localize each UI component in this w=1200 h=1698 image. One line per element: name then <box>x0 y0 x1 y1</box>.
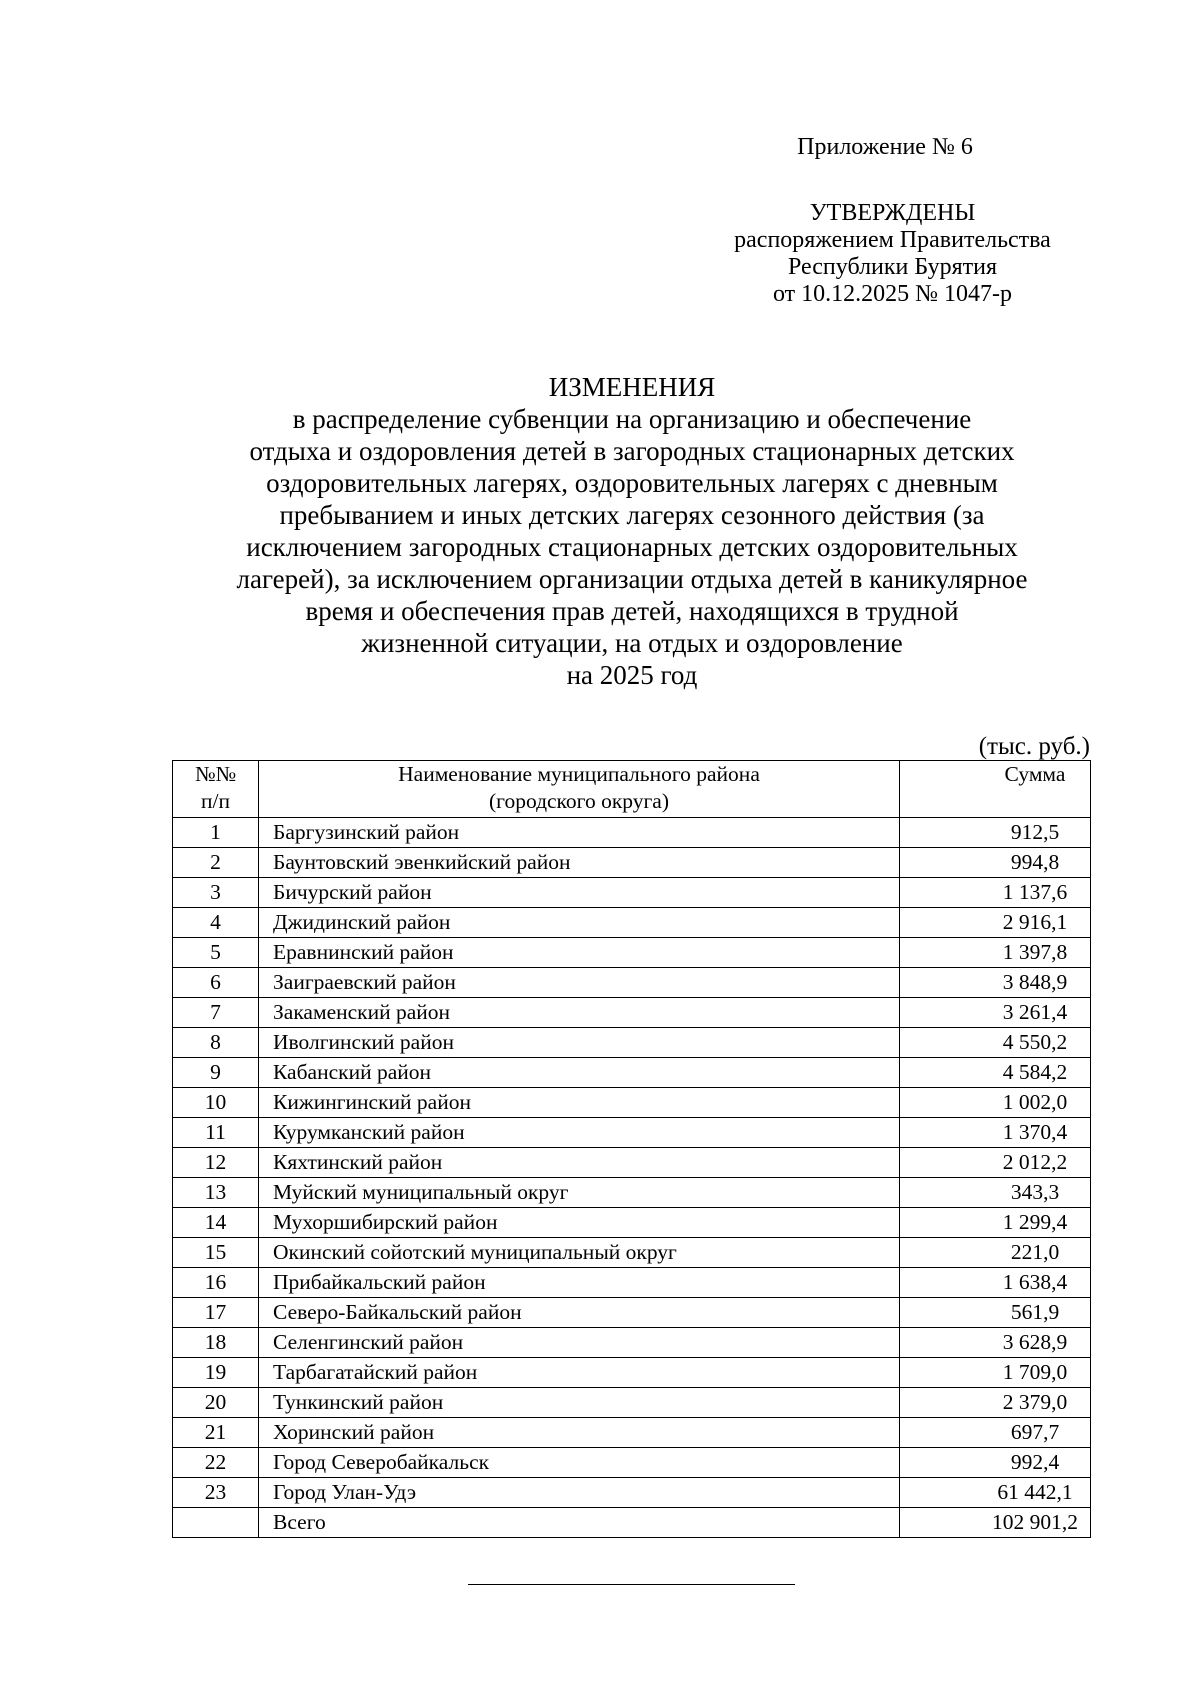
district-name: Всего <box>259 1508 900 1538</box>
district-name: Окинский сойотский муниципальный округ <box>259 1238 900 1268</box>
heading-line: лагерей), за исключением организации отдыха детей в каникулярное <box>236 564 1028 594</box>
table-row <box>173 818 1091 848</box>
row-amount: 3 261,4 <box>900 998 1091 1028</box>
row-amount: 221,0 <box>900 1238 1091 1268</box>
table-row <box>173 1418 1091 1448</box>
row-number: 12 <box>173 1148 259 1178</box>
document-title: ИЗМЕНЕНИЯ <box>548 372 716 402</box>
heading-line: пребыванием и иных детских лагерях сезонного действия (за <box>279 500 985 530</box>
table-row <box>173 1208 1091 1238</box>
approval-line: Республики Бурятия <box>788 254 997 280</box>
table-row <box>173 1028 1091 1058</box>
end-separator-line <box>468 1584 795 1585</box>
row-amount: 4 584,2 <box>900 1058 1091 1088</box>
district-name: Заиграевский район <box>259 968 900 998</box>
row-amount: 2 379,0 <box>900 1388 1091 1418</box>
district-name: Селенгинский район <box>259 1328 900 1358</box>
distribution-table <box>172 760 1091 1538</box>
appendix-number: Приложение № 6 <box>797 134 973 160</box>
table-row <box>173 848 1091 878</box>
district-name: Кижингинский район <box>259 1088 900 1118</box>
row-number: 20 <box>173 1388 259 1418</box>
document-heading <box>150 371 1114 691</box>
row-amount: 994,8 <box>900 848 1091 878</box>
row-number: 2 <box>173 848 259 878</box>
row-amount: 1 397,8 <box>900 938 1091 968</box>
row-number: 9 <box>173 1058 259 1088</box>
unit-label: (тыс. руб.) <box>978 733 1090 760</box>
row-amount: 1 370,4 <box>900 1118 1091 1148</box>
district-name: Северо-Байкальский район <box>259 1298 900 1328</box>
table-row <box>173 1178 1091 1208</box>
table-row <box>173 1268 1091 1298</box>
row-number: 4 <box>173 908 259 938</box>
row-number: 21 <box>173 1418 259 1448</box>
row-number: 13 <box>173 1178 259 1208</box>
row-number: 1 <box>173 818 259 848</box>
heading-line: жизненной ситуации, на отдых и оздоровление <box>361 628 903 658</box>
district-name: Тункинский район <box>259 1388 900 1418</box>
row-number: 18 <box>173 1328 259 1358</box>
header-name <box>259 761 900 818</box>
table-row <box>173 878 1091 908</box>
district-name: Город Улан-Удэ <box>259 1478 900 1508</box>
table-row <box>173 1328 1091 1358</box>
district-name: Баргузинский район <box>259 818 900 848</box>
header-amount-label: Сумма <box>1004 762 1066 786</box>
table-row <box>173 1298 1091 1328</box>
row-amount: 4 550,2 <box>900 1028 1091 1058</box>
table-row <box>173 908 1091 938</box>
row-amount: 1 002,0 <box>900 1088 1091 1118</box>
district-name: Город Северобайкальск <box>259 1448 900 1478</box>
row-number: 14 <box>173 1208 259 1238</box>
district-name: Муйский муниципальный округ <box>259 1178 900 1208</box>
approval-title: УТВЕРЖДЕНЫ <box>809 200 976 226</box>
district-name: Баунтовский эвенкийский район <box>259 848 900 878</box>
row-amount: 102 901,2 <box>900 1508 1091 1538</box>
district-name: Бичурский район <box>259 878 900 908</box>
district-name: Иволгинский район <box>259 1028 900 1058</box>
district-name: Хоринский район <box>259 1418 900 1448</box>
row-number: 10 <box>173 1088 259 1118</box>
row-number: 15 <box>173 1238 259 1268</box>
table-row <box>173 968 1091 998</box>
header-number <box>173 761 259 818</box>
header-name-line: (городского округа) <box>489 789 669 813</box>
district-name: Мухоршибирский район <box>259 1208 900 1238</box>
district-name: Еравнинский район <box>259 938 900 968</box>
row-amount: 561,9 <box>900 1298 1091 1328</box>
table-row <box>173 1448 1091 1478</box>
row-amount: 697,7 <box>900 1418 1091 1448</box>
table-header-row <box>173 761 1091 818</box>
table-row <box>173 1148 1091 1178</box>
header-number-line: п/п <box>201 789 230 813</box>
header-number-line: №№ <box>194 762 237 786</box>
table-row <box>173 998 1091 1028</box>
header-amount <box>900 761 1091 818</box>
row-amount: 1 709,0 <box>900 1358 1091 1388</box>
table-body <box>173 818 1091 1538</box>
row-amount: 992,4 <box>900 1448 1091 1478</box>
district-name: Прибайкальский район <box>259 1268 900 1298</box>
heading-line: исключением загородных стационарных детских оздоровительных <box>246 532 1018 562</box>
row-number: 22 <box>173 1448 259 1478</box>
approval-block <box>700 200 1085 308</box>
row-amount: 1 137,6 <box>900 878 1091 908</box>
district-name: Закаменский район <box>259 998 900 1028</box>
row-amount: 3 848,9 <box>900 968 1091 998</box>
row-number: 17 <box>173 1298 259 1328</box>
row-amount: 343,3 <box>900 1178 1091 1208</box>
row-number: 6 <box>173 968 259 998</box>
row-number: 23 <box>173 1478 259 1508</box>
row-amount: 2 916,1 <box>900 908 1091 938</box>
row-number: 11 <box>173 1118 259 1148</box>
row-amount: 1 638,4 <box>900 1268 1091 1298</box>
header-name-line: Наименование муниципального района <box>398 762 760 786</box>
row-amount: 1 299,4 <box>900 1208 1091 1238</box>
row-amount: 61 442,1 <box>900 1478 1091 1508</box>
district-name: Джидинский район <box>259 908 900 938</box>
row-number <box>173 1508 259 1538</box>
heading-line: время и обеспечения прав детей, находящихся в трудной <box>305 596 959 626</box>
table-row <box>173 1358 1091 1388</box>
district-name: Тарбагатайский район <box>259 1358 900 1388</box>
table-row <box>173 1118 1091 1148</box>
heading-line: на 2025 год <box>566 660 698 690</box>
table-row <box>173 1058 1091 1088</box>
row-number: 3 <box>173 878 259 908</box>
table-row <box>173 1238 1091 1268</box>
approval-line: от 10.12.2025 № 1047-р <box>772 281 1013 307</box>
row-number: 16 <box>173 1268 259 1298</box>
district-name: Курумканский район <box>259 1118 900 1148</box>
row-number: 19 <box>173 1358 259 1388</box>
table-row <box>173 938 1091 968</box>
table-row <box>173 1478 1091 1508</box>
district-name: Кабанский район <box>259 1058 900 1088</box>
approval-line: распоряжением Правительства <box>734 227 1051 253</box>
row-amount: 912,5 <box>900 818 1091 848</box>
heading-line: отдыха и оздоровления детей в загородных стационарных детских <box>249 436 1015 466</box>
row-number: 5 <box>173 938 259 968</box>
row-amount: 2 012,2 <box>900 1148 1091 1178</box>
heading-line: оздоровительных лагерях, оздоровительных лагерях с дневным <box>266 468 998 498</box>
table-row <box>173 1388 1091 1418</box>
row-amount: 3 628,9 <box>900 1328 1091 1358</box>
district-name: Кяхтинский район <box>259 1148 900 1178</box>
total-row <box>173 1508 1091 1538</box>
row-number: 7 <box>173 998 259 1028</box>
heading-line: в распределение субвенции на организацию и обеспечение <box>292 404 972 434</box>
table-row <box>173 1088 1091 1118</box>
row-number: 8 <box>173 1028 259 1058</box>
